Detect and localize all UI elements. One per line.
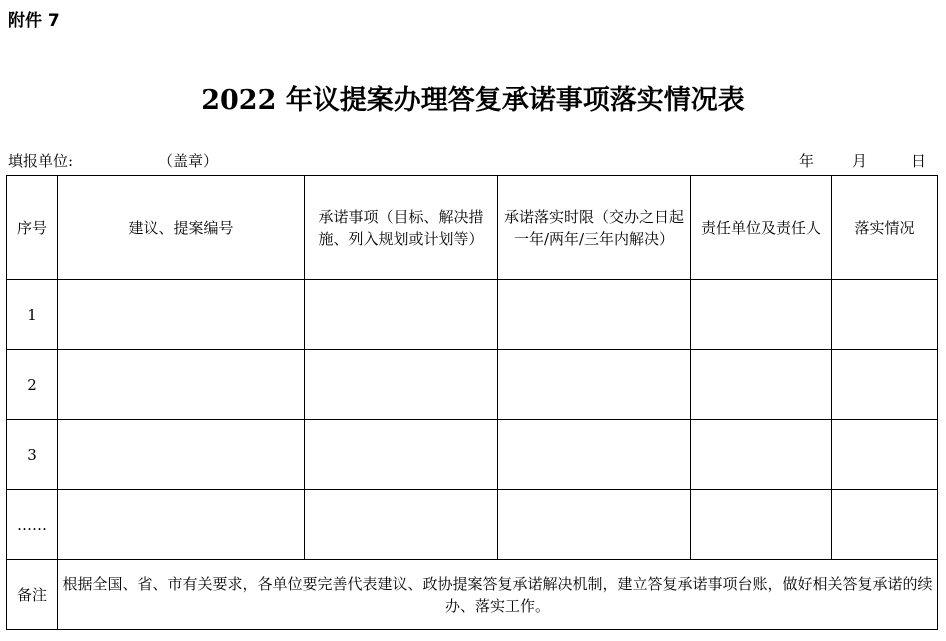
cell-deadline[interactable] xyxy=(498,490,691,560)
cell-status[interactable] xyxy=(832,280,938,350)
table-row xyxy=(7,490,938,560)
cell-commitment[interactable] xyxy=(305,280,498,350)
row-number: 3 xyxy=(7,420,58,490)
remark-text: 根据全国、省、市有关要求，各单位要完善代表建议、政协提案答复承诺解决机制，建立答复承诺事项台账，做好相关答复承诺的续办、落实工作。 xyxy=(58,560,938,630)
cell-proposal-no[interactable] xyxy=(58,420,305,490)
header-serial-no: 序号 xyxy=(7,176,58,280)
cell-deadline[interactable] xyxy=(498,280,691,350)
header-deadline: 承诺落实时限（交办之日起一年/两年/三年内解决） xyxy=(498,176,691,280)
cell-commitment[interactable] xyxy=(305,490,498,560)
month-label: 月 xyxy=(851,152,867,170)
table-header-row xyxy=(7,176,938,280)
table-row xyxy=(7,420,938,490)
date-fields xyxy=(799,150,926,171)
header-commitment: 承诺事项（目标、解决措施、列入规划或计划等） xyxy=(305,176,498,280)
row-number: 2 xyxy=(7,350,58,420)
cell-proposal-no[interactable] xyxy=(58,280,305,350)
seal-label: （盖章） xyxy=(158,152,219,170)
row-number: 1 xyxy=(7,280,58,350)
page-title: 2022 年议提案办理答复承诺事项落实情况表 xyxy=(201,85,745,116)
table-row xyxy=(7,350,938,420)
cell-proposal-no[interactable] xyxy=(58,490,305,560)
header-status: 落实情况 xyxy=(832,176,938,280)
commitment-table xyxy=(6,175,938,630)
header-responsible: 责任单位及责任人 xyxy=(691,176,832,280)
remark-row xyxy=(7,560,938,630)
header-proposal-no: 建议、提案编号 xyxy=(58,176,305,280)
cell-status[interactable] xyxy=(832,350,938,420)
fill-line xyxy=(8,150,930,172)
cell-responsible[interactable] xyxy=(691,490,832,560)
row-number: …… xyxy=(7,490,58,560)
year-label: 年 xyxy=(798,152,814,170)
table-row xyxy=(7,280,938,350)
cell-responsible[interactable] xyxy=(691,280,832,350)
cell-responsible[interactable] xyxy=(691,420,832,490)
cell-commitment[interactable] xyxy=(305,420,498,490)
cell-deadline[interactable] xyxy=(498,350,691,420)
remark-label: 备注 xyxy=(7,560,58,630)
cell-responsible[interactable] xyxy=(691,350,832,420)
cell-status[interactable] xyxy=(832,490,938,560)
cell-status[interactable] xyxy=(832,420,938,490)
cell-commitment[interactable] xyxy=(305,350,498,420)
attachment-label: 附件 7 xyxy=(8,11,60,31)
cell-proposal-no[interactable] xyxy=(58,350,305,420)
day-label: 日 xyxy=(910,152,926,170)
reporting-unit-label: 填报单位: xyxy=(8,152,74,170)
cell-deadline[interactable] xyxy=(498,420,691,490)
